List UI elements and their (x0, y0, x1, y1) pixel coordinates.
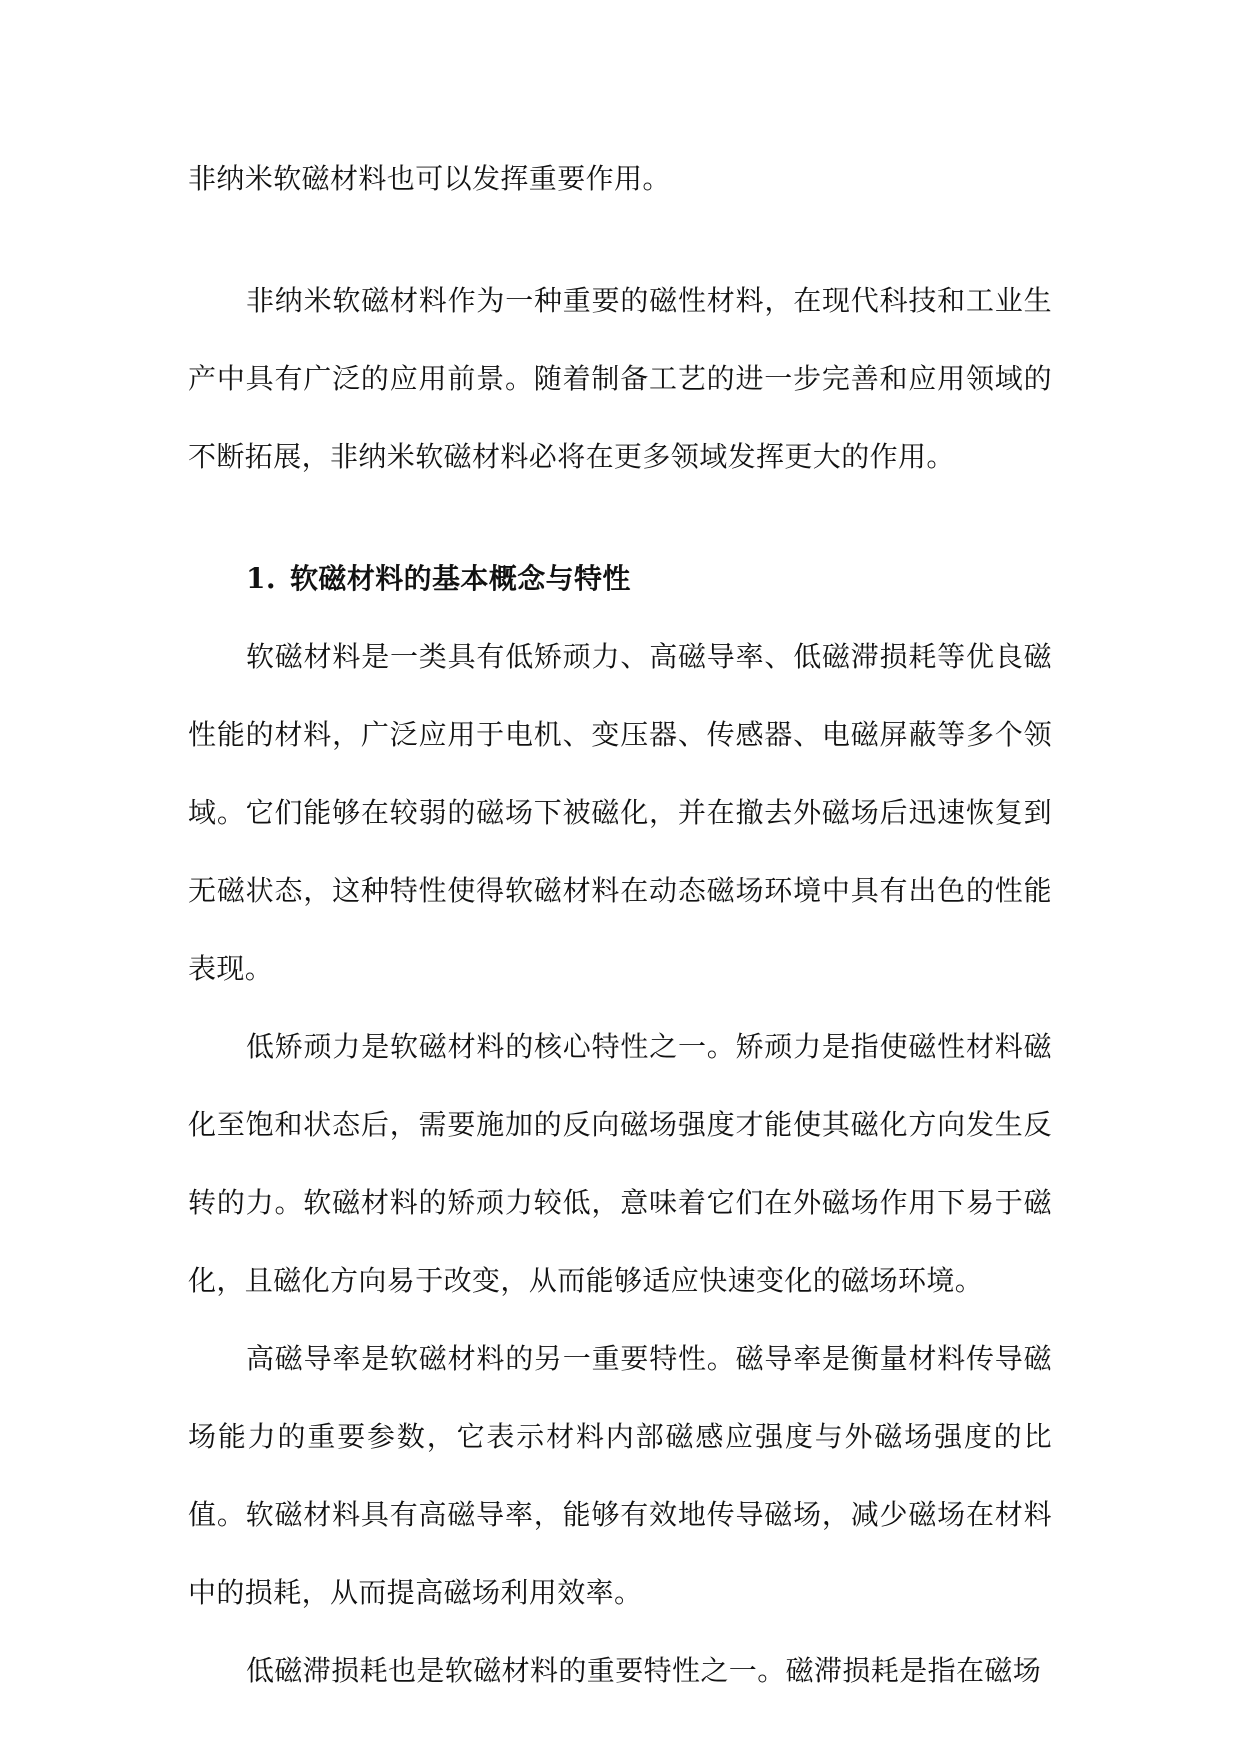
paragraph-hysteresis-loss: 低磁滞损耗也是软磁材料的重要特性之一。磁滞损耗是指在磁场 (246, 1654, 1042, 1687)
section-title: 软磁材料的基本概念与特性 (290, 562, 631, 595)
paragraph-continuation: 非纳米软磁材料也可以发挥重要作用。 (188, 162, 671, 195)
section-heading (188, 540, 1052, 618)
document-body (188, 140, 1052, 1710)
paragraph-coercivity: 低矫顽力是软磁材料的核心特性之一。矫顽力是指使磁性材料磁化至饱和状态后，需要施加的反向磁场强度才能使其磁化方向发生反转的力。软磁材料的矫顽力较低，意味着它们在外磁场作用下易于磁化，且磁化方向易于改变，从而能够适应快速变化的磁场环境。 (188, 1030, 1052, 1297)
paragraph-definition: 软磁材料是一类具有低矫顽力、高磁导率、低磁滞损耗等优良磁性能的材料，广泛应用于电机、变压器、传感器、电磁屏蔽等多个领域。它们能够在较弱的磁场下被磁化，并在撤去外磁场后迅速恢复到无磁状态，这种特性使得软磁材料在动态磁场环境中具有出色的性能表现。 (188, 640, 1052, 985)
section-number: 1. (246, 562, 277, 595)
paragraph-permeability: 高磁导率是软磁材料的另一重要特性。磁导率是衡量材料传导磁场能力的重要参数，它表示材料内部磁感应强度与外磁场强度的比值。软磁材料具有高磁导率，能够有效地传导磁场，减少磁场在材料中的损耗，从而提高磁场利用效率。 (188, 1342, 1052, 1609)
paragraph-summary: 非纳米软磁材料作为一种重要的磁性材料，在现代科技和工业生产中具有广泛的应用前景。随着制备工艺的进一步完善和应用领域的不断拓展，非纳米软磁材料必将在更多领域发挥更大的作用。 (188, 284, 1052, 473)
